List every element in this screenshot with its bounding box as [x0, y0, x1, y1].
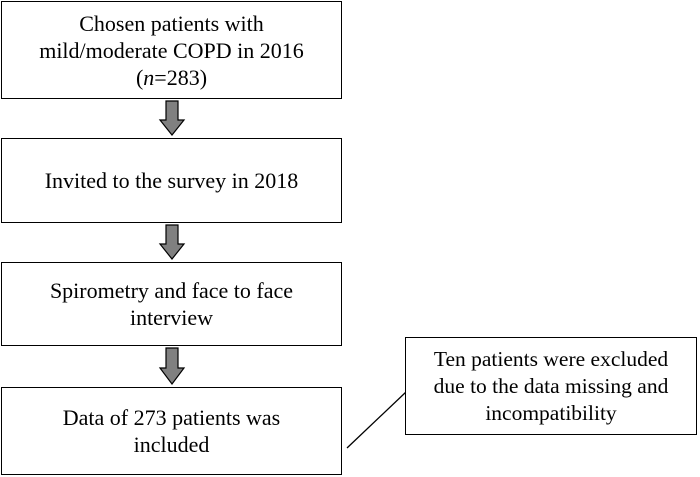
exclusion-line-1: Ten patients were excluded — [433, 346, 669, 371]
step-2-line-1: Invited to the survey in 2018 — [44, 168, 299, 193]
paren-open: ( — [135, 64, 144, 90]
step-box-spirometry — [1, 262, 342, 346]
step-1-line-1: Chosen patients with — [79, 10, 264, 36]
down-arrow-1 — [160, 101, 184, 135]
step-box-invited — [1, 138, 342, 223]
exclusion-line-2: due to the data missing and — [433, 373, 669, 398]
down-arrow-2 — [160, 225, 184, 259]
step-1-line-3 — [136, 64, 207, 91]
step-4-line-2: included — [133, 432, 210, 457]
exclusion-line-3: incompatibility — [485, 400, 617, 425]
exclusion-connector-line — [347, 392, 406, 448]
exclusion-box — [405, 337, 697, 435]
step-box-chosen-patients — [1, 1, 342, 99]
step-4-line-1: Data of 273 patients was — [62, 405, 281, 430]
count-value: =283) — [154, 64, 208, 90]
n-symbol: n — [143, 64, 155, 90]
step-1-line-2: mild/moderate COPD in 2016 — [39, 37, 304, 63]
step-box-included — [1, 387, 342, 475]
step-3-line-1: Spirometry and face to face — [49, 278, 294, 303]
step-3-line-2: interview — [129, 305, 214, 330]
down-arrow-3 — [160, 348, 184, 384]
